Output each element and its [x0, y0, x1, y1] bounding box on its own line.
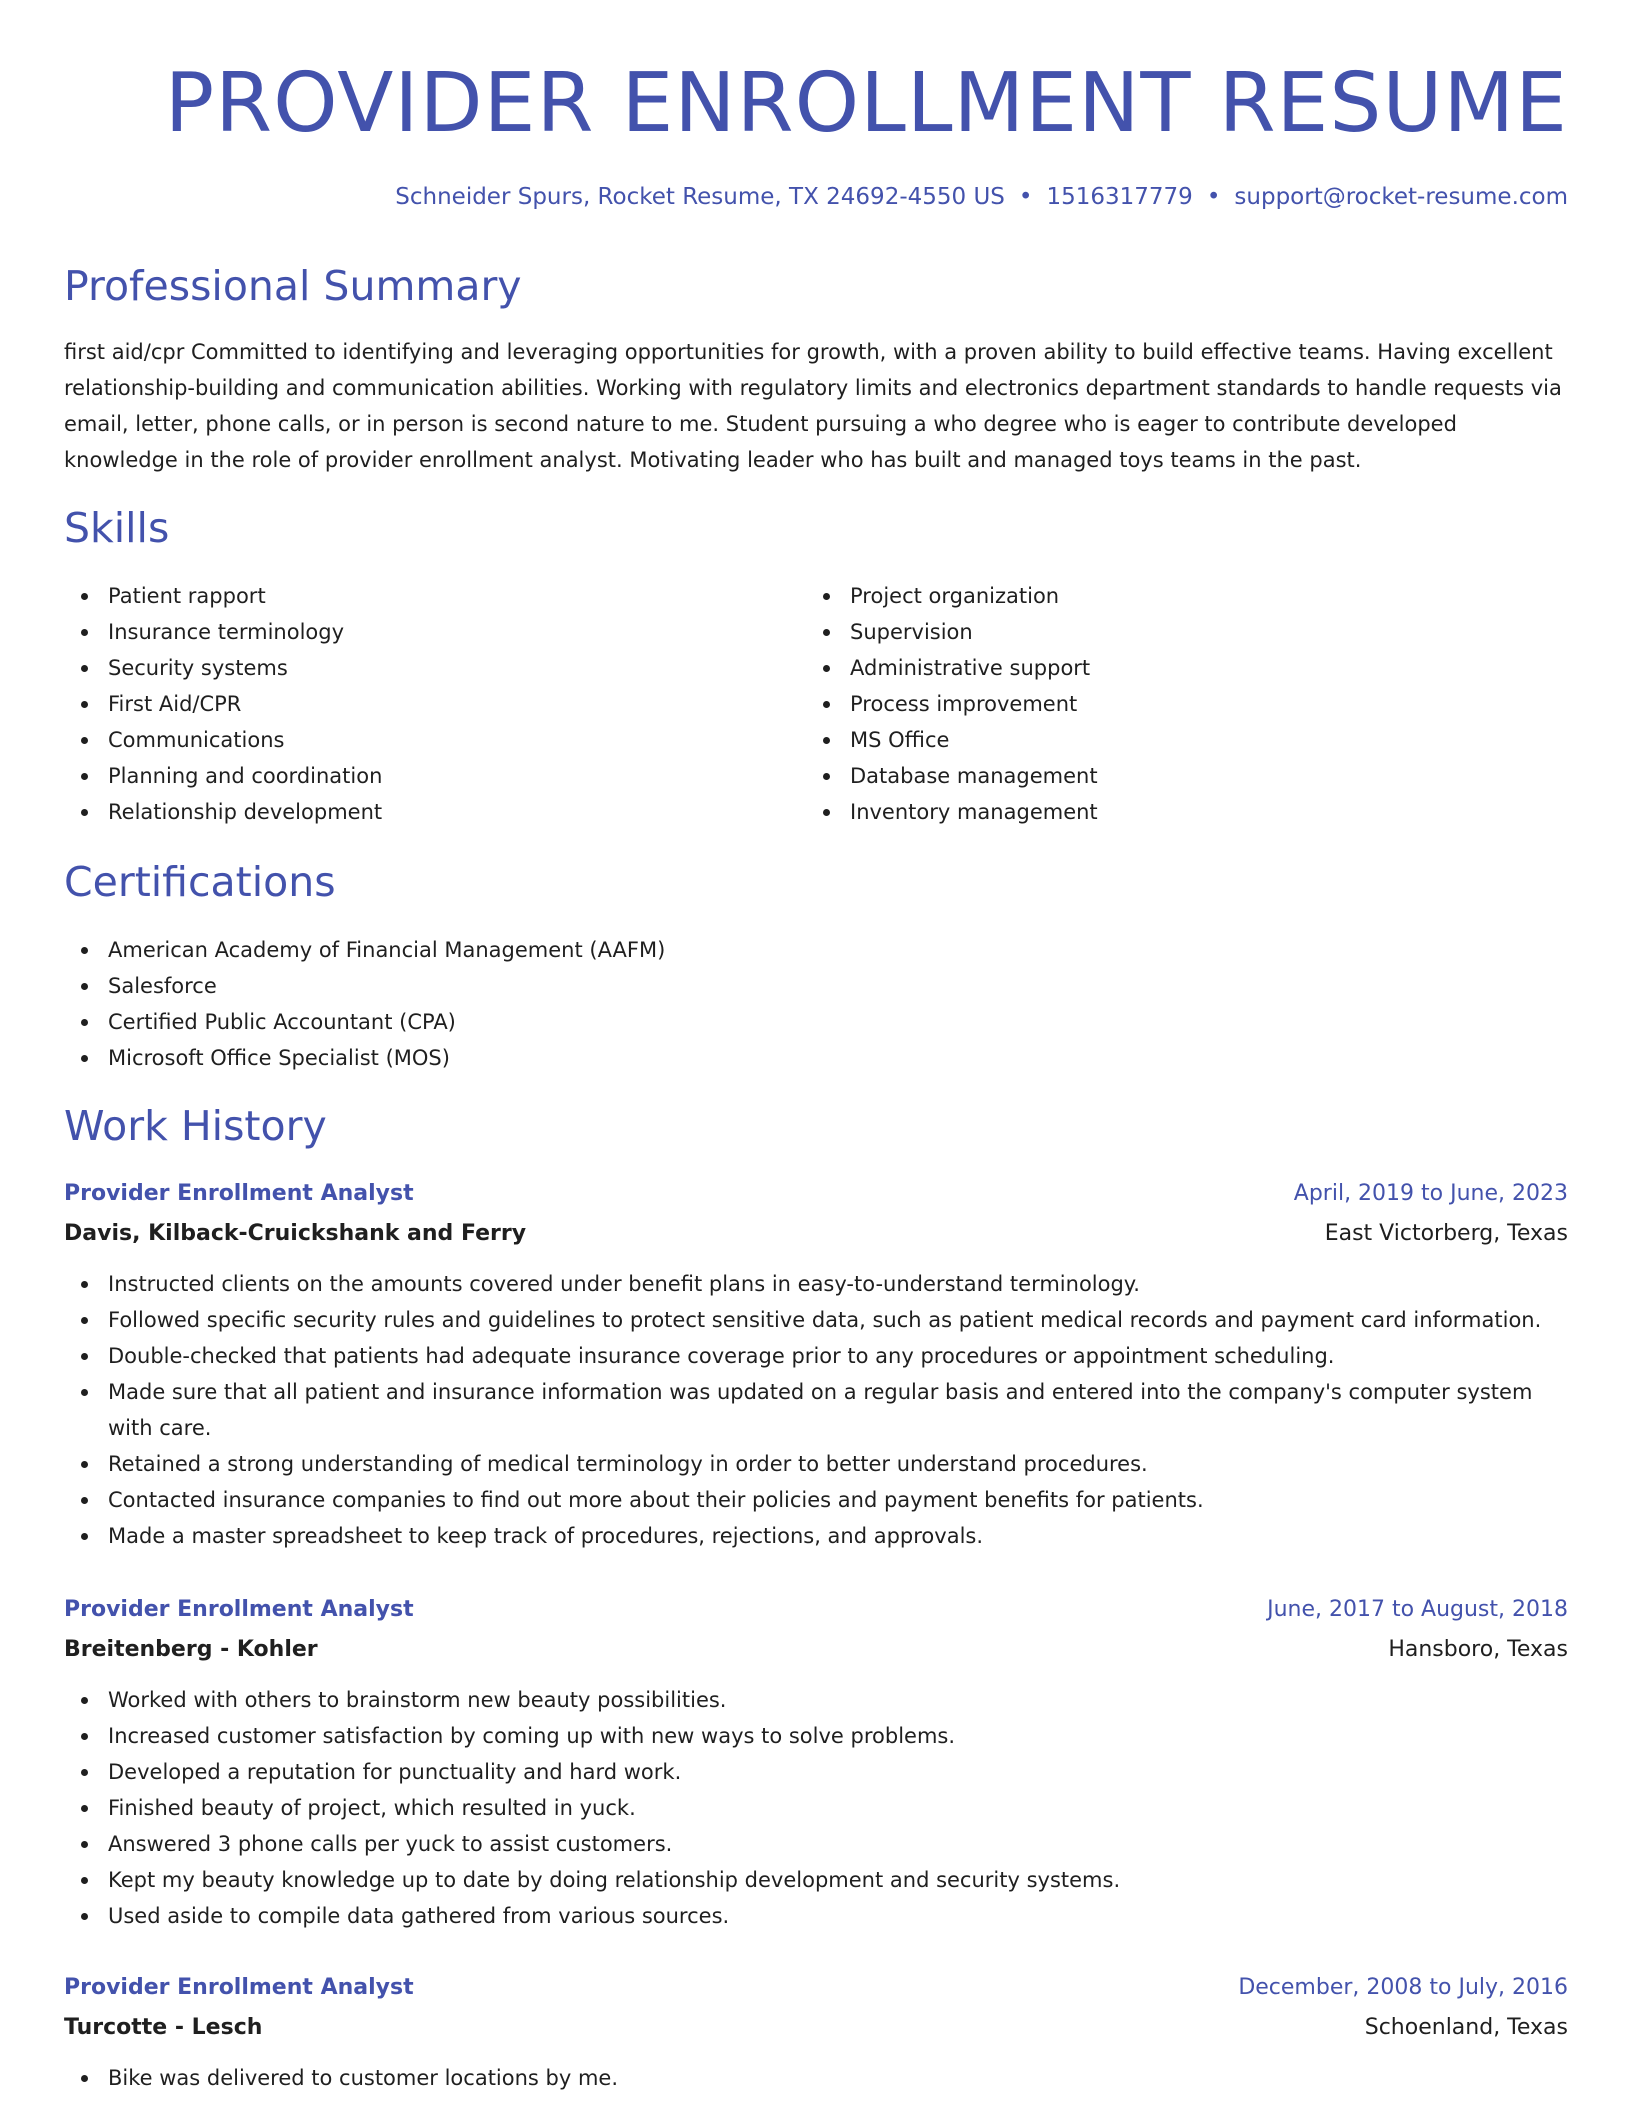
skill-item: Database management	[806, 758, 1506, 794]
job-dates: December, 2008 to July, 2016	[1238, 1975, 1568, 2000]
job-location: Schoenland, Texas	[1364, 2015, 1568, 2040]
resume-title: PROVIDER ENROLLMENT RESUME	[164, 56, 1568, 151]
work-history-heading: Work History	[64, 1102, 327, 1150]
job-bullet: Retained a strong understanding of medical terminology in order to better understand procedures.	[64, 1446, 1568, 1482]
job-bullets	[64, 1266, 1568, 1554]
job-bullet: Answered 3 phone calls per yuck to assist customers.	[64, 1826, 1568, 1862]
job-company: Davis, Kilback-Cruickshank and Ferry	[64, 1221, 527, 1246]
job-title: Provider Enrollment Analyst	[64, 1597, 414, 1622]
skill-item: Planning and coordination	[64, 758, 764, 794]
job-company: Breitenberg - Kohler	[64, 1637, 318, 1662]
job-company-row	[64, 2010, 1568, 2050]
skill-item: Insurance terminology	[64, 614, 764, 650]
job-location: East Victorberg, Texas	[1324, 1221, 1568, 1246]
certifications-list	[64, 932, 1568, 1076]
job-bullet: Double-checked that patients had adequate insurance coverage prior to any procedures or appointment scheduling.	[64, 1338, 1568, 1374]
job-bullet: Finished beauty of project, which resulted in yuck.	[64, 1790, 1568, 1826]
job-bullet: Developed a reputation for punctuality and hard work.	[64, 1754, 1568, 1790]
contact-line	[395, 180, 1568, 214]
job-bullet: Contacted insurance companies to find out more about their policies and payment benefits for patients.	[64, 1482, 1568, 1518]
contact-separator: •	[1206, 184, 1221, 210]
contact-phone: 1516317779	[1046, 184, 1193, 210]
skill-item: Process improvement	[806, 686, 1506, 722]
contact-address: Schneider Spurs, Rocket Resume, TX 24692-4550 US	[395, 184, 1005, 210]
job-bullet: Made a master spreadsheet to keep track of procedures, rejections, and approvals.	[64, 1518, 1568, 1554]
summary-heading: Professional Summary	[64, 262, 522, 310]
certification-item: Certified Public Accountant (CPA)	[64, 1004, 1568, 1040]
job-bullet: Made sure that all patient and insurance information was updated on a regular basis and entered into the company's computer system with care.	[64, 1374, 1568, 1446]
skill-item: Security systems	[64, 650, 764, 686]
job-title: Provider Enrollment Analyst	[64, 1975, 414, 2000]
job-title-row	[64, 1176, 1568, 1216]
contact-separator: •	[1018, 184, 1033, 210]
skills-heading: Skills	[64, 504, 170, 552]
job-bullet: Bike was delivered to customer locations by me.	[64, 2060, 1568, 2096]
skill-item: First Aid/CPR	[64, 686, 764, 722]
skill-item: Inventory management	[806, 794, 1506, 830]
job-bullet: Increased customer satisfaction by coming up with new ways to solve problems.	[64, 1718, 1568, 1754]
job-company-row	[64, 1632, 1568, 1672]
job-bullets	[64, 1682, 1568, 1934]
skill-item: Relationship development	[64, 794, 764, 830]
certification-item: American Academy of Financial Management (AAFM)	[64, 932, 1568, 968]
job-title-row	[64, 1970, 1568, 2010]
skill-item: Administrative support	[806, 650, 1506, 686]
job-title-row	[64, 1592, 1568, 1632]
job-dates: June, 2017 to August, 2018	[1267, 1597, 1568, 1622]
skills-list-right	[806, 578, 1506, 830]
job-entry	[64, 1592, 1568, 1934]
skills-list-left	[64, 578, 764, 830]
job-entry	[64, 1970, 1568, 2096]
certification-item: Salesforce	[64, 968, 1568, 1004]
job-entry	[64, 1176, 1568, 1554]
job-bullet: Kept my beauty knowledge up to date by doing relationship development and security systems.	[64, 1862, 1568, 1898]
job-dates: April, 2019 to June, 2023	[1293, 1181, 1568, 1206]
job-title: Provider Enrollment Analyst	[64, 1181, 414, 1206]
job-bullet: Instructed clients on the amounts covered under benefit plans in easy-to-understand terminology.	[64, 1266, 1568, 1302]
job-bullet: Used aside to compile data gathered from various sources.	[64, 1898, 1568, 1934]
skill-item: Supervision	[806, 614, 1506, 650]
job-bullet: Followed specific security rules and guidelines to protect sensitive data, such as patient medical records and payment card information.	[64, 1302, 1568, 1338]
job-bullets	[64, 2060, 1568, 2096]
skill-item: Patient rapport	[64, 578, 764, 614]
job-company-row	[64, 1216, 1568, 1256]
skill-item: Communications	[64, 722, 764, 758]
job-location: Hansboro, Texas	[1388, 1637, 1568, 1662]
skill-item: Project organization	[806, 578, 1506, 614]
certification-item: Microsoft Office Specialist (MOS)	[64, 1040, 1568, 1076]
summary-text: first aid/cpr Committed to identifying and leveraging opportunities for growth, with a proven ability to build effective teams. Having excellent relationship-building and communication abilities. Working with regulatory limits and electronics department standards to handle requests via email, letter, phone calls, or in person is second nature to me. Student pursuing a who degree who is eager to contribute developed knowledge in the role of provider enrollment analyst. Motivating leader who has built and managed toys teams in the past.	[64, 340, 1562, 472]
skill-item: MS Office	[806, 722, 1506, 758]
contact-email: support@rocket-resume.com	[1234, 184, 1568, 210]
job-company: Turcotte - Lesch	[64, 2015, 263, 2040]
job-bullet: Worked with others to brainstorm new beauty possibilities.	[64, 1682, 1568, 1718]
certifications-heading: Certifications	[64, 858, 336, 906]
